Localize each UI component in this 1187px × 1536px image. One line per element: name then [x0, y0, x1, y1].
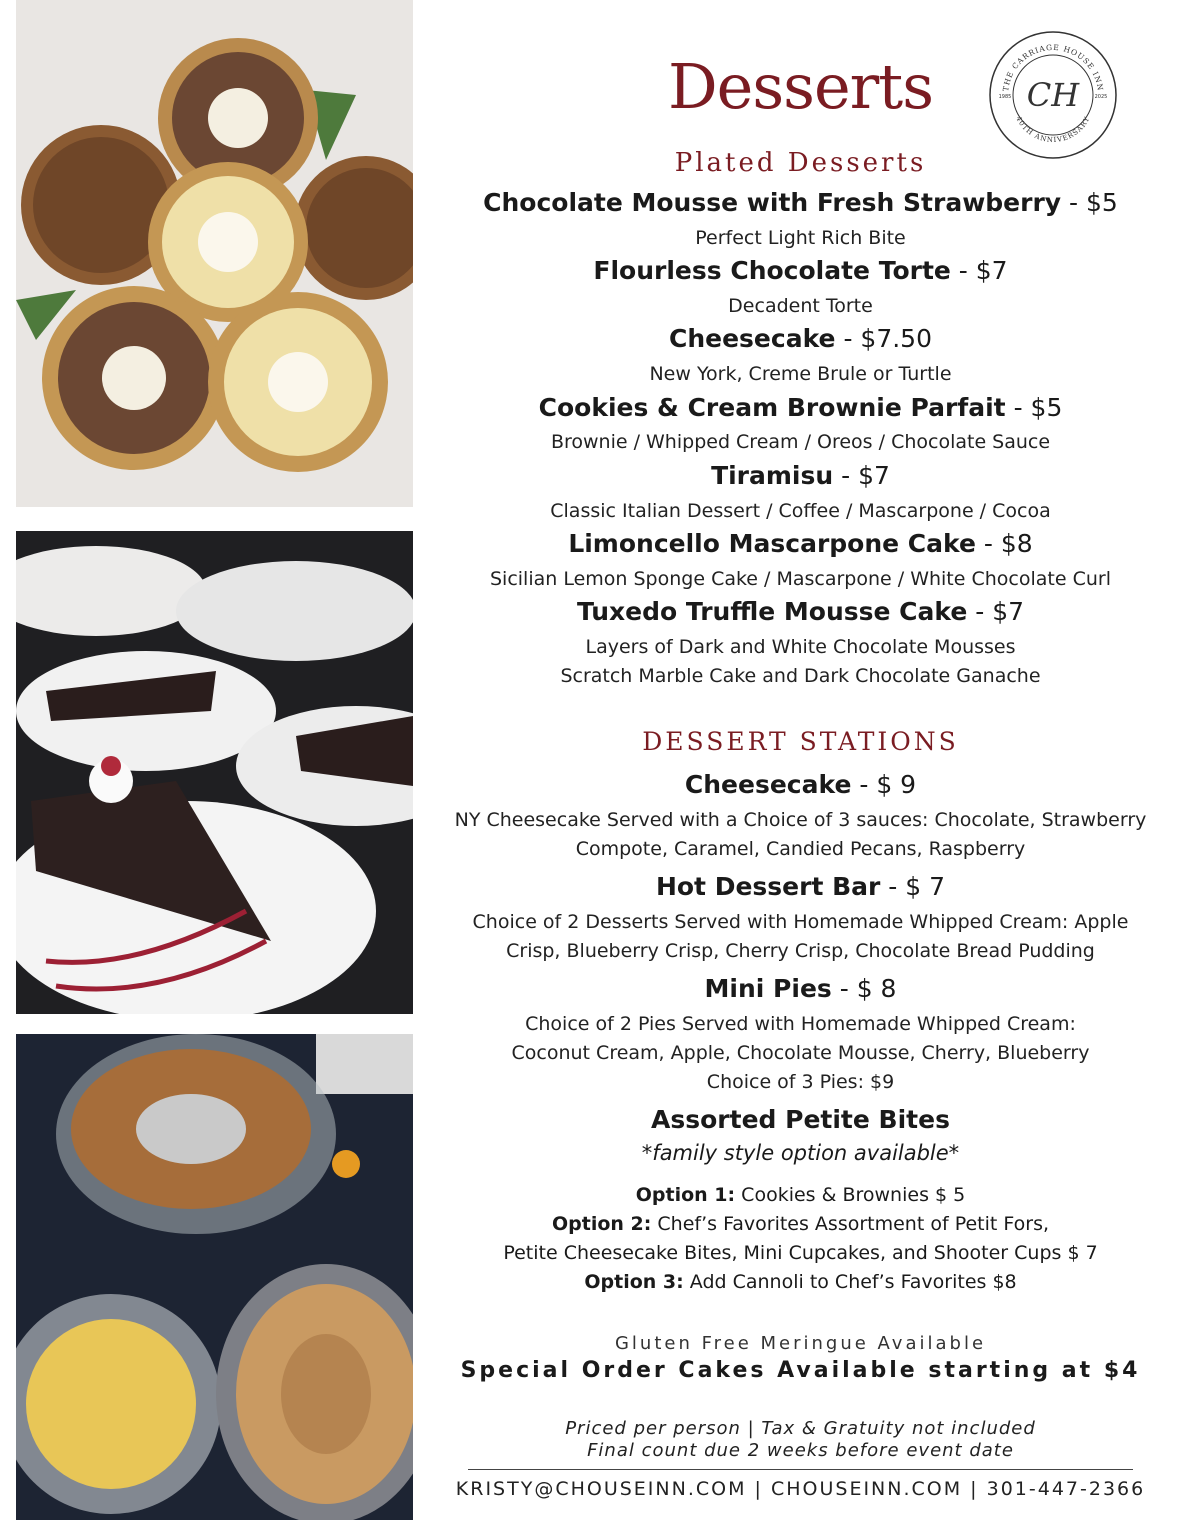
menu-item-name: Chocolate Mousse with Fresh Strawberry - $5 [483, 188, 1118, 217]
gluten-free-note: Gluten Free Meringue Available [614, 1333, 987, 1354]
petite-option: Option 2: Chef’s Favorites Assortment of Petit Fors, [551, 1213, 1050, 1235]
menu-item-desc: Perfect Light Rich Bite [695, 227, 906, 249]
menu-item-desc: Sicilian Lemon Sponge Cake / Mascarpone / White Chocolate Curl [489, 568, 1111, 590]
mini-pies-photo [16, 0, 413, 507]
torte-slices-photo [16, 531, 413, 1014]
menu-item-name: Tiramisu - $7 [711, 461, 890, 490]
special-order-note: Special Order Cakes Available starting at $4 [460, 1358, 1141, 1383]
station-item-name: Cheesecake - $ 9 [684, 770, 917, 799]
divider [468, 1469, 1133, 1470]
menu-item-desc: Scratch Marble Cake and Dark Chocolate Ganache [560, 665, 1041, 687]
svg-text:1985: 1985 [998, 94, 1012, 100]
family-style-note: *family style option available* [641, 1141, 960, 1165]
dessert-buffet-photo [16, 1034, 413, 1520]
menu-item-name: Limoncello Mascarpone Cake - $8 [568, 529, 1033, 558]
menu-item-name: Cheesecake - $7.50 [669, 324, 932, 353]
svg-text:THE CARRIAGE HOUSE INN: THE CARRIAGE HOUSE INN [1001, 42, 1105, 92]
menu-item-name: Cookies & Cream Brownie Parfait - $5 [538, 393, 1063, 422]
station-item-desc: Choice of 3 Pies: $9 [706, 1071, 895, 1093]
dessert-stations-heading: DESSERT STATIONS [642, 727, 959, 756]
petite-option: Option 3: Add Cannoli to Chef’s Favorites $8 [584, 1271, 1017, 1293]
station-item-desc: NY Cheesecake Served with a Choice of 3 sauces: Chocolate, Strawberry [454, 809, 1147, 831]
petite-option: Option 1: Cookies & Brownies $ 5 [635, 1184, 966, 1206]
station-item-name: Mini Pies - $ 8 [704, 974, 897, 1003]
svg-text:2025: 2025 [1094, 94, 1108, 100]
petite-bites-name: Assorted Petite Bites [651, 1105, 950, 1134]
station-item-desc: Coconut Cream, Apple, Chocolate Mousse, Cherry, Blueberry [511, 1042, 1090, 1064]
station-item-desc: Choice of 2 Pies Served with Homemade Whipped Cream: [525, 1013, 1076, 1035]
menu-item-desc: New York, Creme Brule or Turtle [649, 363, 952, 385]
menu-item-desc: Classic Italian Dessert / Coffee / Mascarpone / Cocoa [550, 500, 1051, 522]
menu-item-desc: Layers of Dark and White Chocolate Mousses [585, 636, 1016, 658]
petite-option: Petite Cheesecake Bites, Mini Cupcakes, and Shooter Cups $ 7 [503, 1242, 1098, 1264]
station-item-desc: Compote, Caramel, Candied Pecans, Raspberry [575, 838, 1026, 860]
svg-text:CH: CH [1026, 76, 1080, 114]
station-item-name: Hot Dessert Bar - $ 7 [655, 872, 946, 901]
contact-info: KRISTY@CHOUSEINN.COM | CHOUSEINN.COM | 301-447-2366 [455, 1478, 1146, 1500]
menu-item-name: Tuxedo Truffle Mousse Cake - $7 [576, 597, 1025, 626]
menu-item-desc: Brownie / Whipped Cream / Oreos / Chocolate Sauce [550, 431, 1051, 453]
station-item-desc: Crisp, Blueberry Crisp, Cherry Crisp, Chocolate Bread Pudding [506, 940, 1095, 962]
svg-text:40TH ANNIVERSARY: 40TH ANNIVERSARY [1014, 115, 1092, 145]
station-item-desc: Choice of 2 Desserts Served with Homemade Whipped Cream: Apple [472, 911, 1129, 933]
plated-desserts-heading: Plated Desserts [674, 148, 927, 178]
final-count-note: Final count due 2 weeks before event date [587, 1440, 1014, 1461]
menu-item-desc: Decadent Torte [728, 295, 873, 317]
pricing-note: Priced per person | Tax & Gratuity not included [565, 1418, 1036, 1439]
page-title: Desserts [667, 50, 934, 123]
menu-item-name: Flourless Chocolate Torte - $7 [593, 256, 1008, 285]
